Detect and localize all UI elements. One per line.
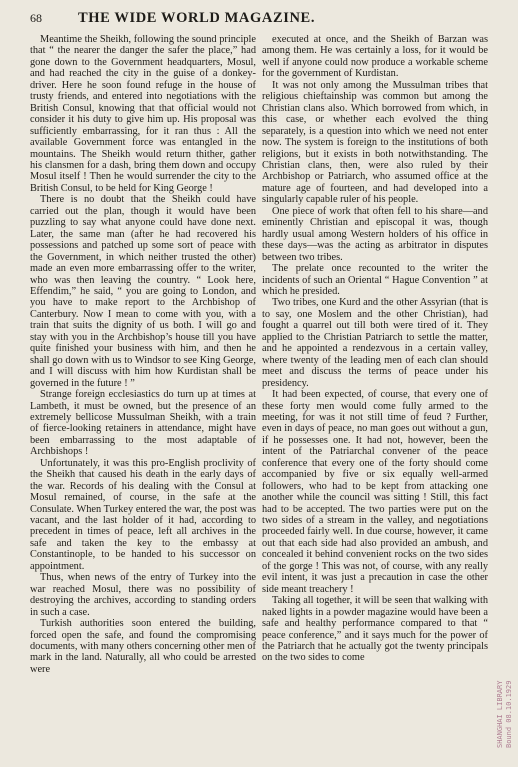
- paragraph: One piece of work that often fell to his share—and eminently Christian and episcopal it was, though hardly usual among Western holders of his office in these days—was the acting as arbitrator in disputes between two tribes.: [262, 205, 488, 263]
- paragraph: Meantime the Sheikh, following the sound principle that “ the nearer the danger the safer the place,” had gone down to the Government headquarters, Mosul, and had reached the city in the guise of a donkey-driver. Here he soon found refuge in the house of trusty friends, and entered into negotiations with the British Consul, knowing that that official would not consider it his duty to give him up. His proposal was sufficiently embarrassing, for it ran thus : All the available Government force was entangled in the mountains. The Sheikh would return thither, gather his clansmen for a dash, bring them down and occupy Mosul itself ! Then he would surrender the city to the British Consul, to be held for King George !: [30, 34, 256, 194]
- paragraph: Unfortunately, it was this pro-English proclivity of the Sheikh that caused his death in the early days of the war. Records of his dealing with the Consul at Mosul remained, of course, in the safe at the Consulate. When Turkey entered the war, the post was vacant, and the last holder of it had, according to precedent in times of peace, left all archives in the safe and taken the key to the embassy at Constantinople, to be handed to his successor on appointment.: [30, 457, 256, 572]
- paragraph: Thus, when news of the entry of Turkey into the war reached Mosul, there was no possibility of destroying the archives, according to standing orders in such a case.: [30, 572, 256, 618]
- page-number: 68: [30, 11, 42, 25]
- paragraph: executed at once, and the Sheikh of Barzan was among them. He was certainly a loss, for it would be well if anyone could now produce a workable scheme for the government of Kurdistan.: [262, 34, 488, 80]
- paragraph: Turkish authorities soon entered the building, forced open the safe, and found the compromising documents, with many others concerning other men of mark in the land. Naturally, all who could be arrested were: [30, 618, 256, 675]
- paragraph: It had been expected, of course, that every one of these forty men would come fully armed to the meeting, for was it not still time of feud ? Further, even in days of peace, no man goes out without a gun, if he possesses one. It had not, however, been the intent of the Patriarchal convener of the peace conference that every one of the forty should come accompanied by five or six equally well-armed followers, who had to be kept from attacking one another while the council was sitting ! Still, this fact had to be accepted. The two parties were put on the two sides of a stream in the valley, and negotiations proceeded fairly well. In due course, however, it came out that each side had also provided an ambush, and concealed it behind convenient rocks on the two sides of the gorge ! This was not, of course, with any really evil intent, it was just a precaution in case the other side meant treachery !: [262, 389, 488, 595]
- stamp-line: SHANGHAI LIBRARY: [496, 680, 504, 748]
- right-column: [262, 34, 488, 758]
- paragraph: It was not only among the Mussulman tribes that religious chieftainship was common but among the Christian clans also. Which borrowed from which, in this case, or whether each evolved the thing separately, is a question into which we need not enter now. The system is foreign to the institutions of both religions, but it exists in both notwithstanding. The Christian clans, then, were also ruled by their Archbishop or Patriarch, who assumed office at the mature age of fourteen, and had developed into a singularly capable ruler of his people.: [262, 79, 488, 206]
- page-header: [30, 10, 500, 30]
- left-column: [30, 34, 256, 758]
- paragraph: Taking all together, it will be seen that walking with naked lights in a powder magazine would have been a safe and healthy performance compared to that “ peace conference,” and it says much for the power of the Patriarch that he actually got the twenty principals on the two sides to come: [262, 595, 488, 664]
- running-title: THE WIDE WORLD MAGAZINE.: [78, 10, 316, 26]
- library-stamp: [496, 630, 514, 748]
- stamp-line: Bound 08.10.1929: [505, 680, 513, 748]
- paragraph: The prelate once recounted to the writer the incidents of such an Oriental “ Hague Convention ” at which he presided.: [262, 263, 488, 297]
- paragraph: There is no doubt that the Sheikh could have carried out the plan, though it would have been puzzling to say what anyone could have done next. Later, the same man (after he had recovered his possessions and patched up some sort of peace with the Government, in which neither trusted the other) made an even more embarrassing offer to the writer, who was then leaving the country. “ Look here, Effendim,” he said, “ you are going to London, and you have to make report to the Archbishop of Canterbury. Now I mean to come with you, with a train that suits the dignity of us both. I will go and stay with you in the Archbishop’s house till you have quite finished your business with him, and then he shall go down with us to Windsor to see King George, and I will discuss with him how Kurdistan shall be governed in the future ! ”: [30, 194, 256, 389]
- paragraph: Strange foreign ecclesiastics do turn up at times at Lambeth, it must be owned, but the presence of an extremely bellicose Mussulman Sheikh, with a train of fierce-looking retainers in attendance, might have been embarrassing to the most adaptable of Archbishops !: [30, 389, 256, 458]
- paragraph: Two tribes, one Kurd and the other Assyrian (that is to say, one Moslem and the other Christian), had fought a quarrel out till both were tired of it. They applied to the Christian Patriarch to settle the matter, and he appointed a rendezvous in a certain valley, where twenty of the leading men of each clan should meet and discuss the terms of peace under his presidency.: [262, 297, 488, 389]
